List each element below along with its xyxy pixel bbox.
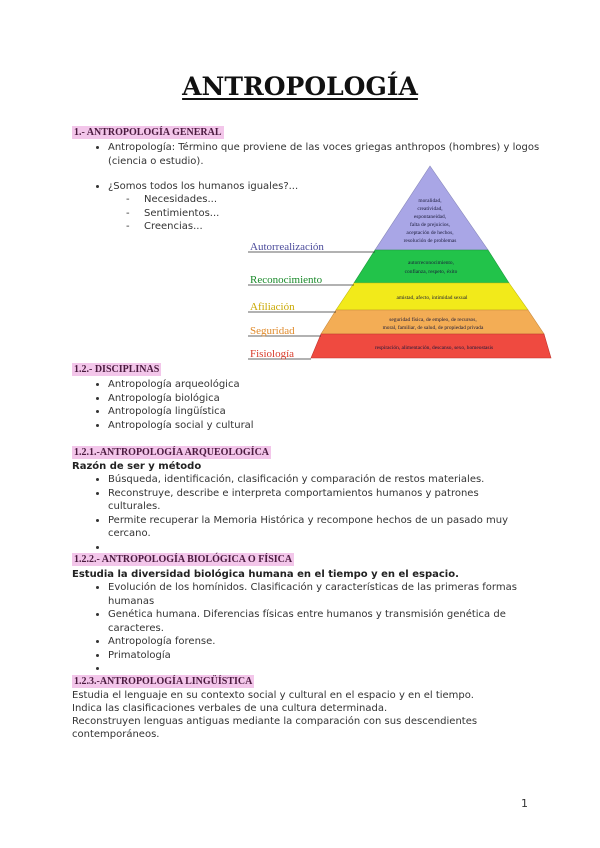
list-item bbox=[108, 662, 528, 676]
list-item: - Sentimientos... bbox=[126, 207, 219, 221]
subheading-razon: Razón de ser y método bbox=[72, 461, 202, 472]
list-item: • Antropología social y cultural bbox=[108, 419, 254, 433]
bullet-list-disciplinas bbox=[90, 378, 254, 432]
bullet-list-arqueologica bbox=[90, 473, 528, 554]
tier-text: moralidad, bbox=[418, 198, 442, 204]
list-item: • ¿Somos todos los humanos iguales?... bbox=[108, 180, 298, 194]
maslow-pyramid bbox=[248, 160, 552, 362]
list-item: • Antropología arqueológica bbox=[108, 378, 254, 392]
bullet-list-biologica bbox=[90, 581, 528, 676]
subheading-diversidad: Estudia la diversidad biológica humana en el tiempo y en el espacio. bbox=[72, 569, 459, 580]
list-item: • Genética humana. Diferencias físicas entre humanos y transmisión genética de caracteres. bbox=[108, 608, 528, 635]
list-item: - Necesidades... bbox=[126, 193, 219, 207]
tier-text: seguridad física, de empleo, de recursos, bbox=[389, 317, 477, 323]
list-item: • Primatología bbox=[108, 649, 528, 663]
list-item: • Permite recuperar la Memoria Histórica y recompone hechos de un pasado muy cercano. bbox=[108, 514, 528, 541]
paragraph: Estudia el lenguaje en su contexto social y cultural en el espacio y en el tiempo. bbox=[72, 690, 474, 701]
level-label-fisiologia: Fisiología bbox=[250, 348, 295, 360]
heading-linguistica: 1.2.3.-ANTROPOLOGÍA LINGÜÍSTICA bbox=[74, 676, 253, 687]
tier-text: creatividad, bbox=[417, 206, 443, 212]
tier-text: falta de prejuicios, bbox=[410, 222, 450, 228]
list-item: • Antropología: Término que proviene de las voces griegas anthropos (hombres) y logos (ciencia o estudio). bbox=[108, 141, 548, 168]
dash-list bbox=[126, 193, 219, 234]
list-item: - Creencias... bbox=[126, 220, 219, 234]
level-label-autorrealizacion: Autorrealización bbox=[250, 241, 324, 253]
level-label-afiliacion: Afiliación bbox=[250, 301, 295, 313]
heading-disciplinas: 1.2.- DISCIPLINAS bbox=[74, 364, 160, 375]
paragraph: contemporáneos. bbox=[72, 729, 160, 740]
pyramid-tier-reconocimiento bbox=[354, 250, 509, 283]
list-item: • Búsqueda, identificación, clasificación y comparación de restos materiales. bbox=[108, 473, 528, 487]
tier-text: autorreconocimiento, bbox=[408, 260, 454, 266]
paragraph: Indica las clasificaciones verbales de una cultura determinada. bbox=[72, 703, 388, 714]
page-number: 1 bbox=[521, 797, 528, 810]
tier-text: amistad, afecto, intimidad sexual bbox=[396, 295, 468, 301]
list-item: • Antropología forense. bbox=[108, 635, 528, 649]
heading-arqueologica: 1.2.1.-ANTROPOLOGÍA ARQUEOLOGÍCA bbox=[74, 447, 270, 458]
heading-antropologia-general: 1.- ANTROPOLOGÍA GENERAL bbox=[74, 127, 222, 138]
tier-text: confianza, respeto, éxito bbox=[404, 269, 458, 275]
level-label-seguridad: Seguridad bbox=[250, 325, 295, 337]
tier-text: aceptación de hechos, bbox=[406, 230, 454, 236]
heading-biologica: 1.2.2.- ANTROPOLOGÍA BIOLÓGICA O FÍSICA bbox=[74, 554, 293, 565]
tier-text: respiración, alimentación, descanso, sexo, homeostasis bbox=[374, 345, 494, 351]
tier-text: resolución de problemas bbox=[403, 238, 457, 244]
list-item: • Reconstruye, describe e interpreta comportamientos humanos y patrones culturales. bbox=[108, 487, 528, 514]
list-item bbox=[108, 541, 528, 555]
list-item: • Antropología biológica bbox=[108, 392, 254, 406]
list-item: • Evolución de los homínidos. Clasificación y características de las primeras formas humanas bbox=[108, 581, 528, 608]
level-label-reconocimiento: Reconocimiento bbox=[250, 274, 323, 286]
tier-text: espontaneidad, bbox=[413, 214, 447, 220]
tier-text: moral, familiar, de salud, de propiedad privada bbox=[382, 325, 484, 331]
paragraph: Reconstruyen lenguas antiguas mediante la comparación con sus descendientes bbox=[72, 716, 478, 727]
list-item: • Antropología lingüística bbox=[108, 405, 254, 419]
page-title: ANTROPOLOGÍA bbox=[182, 72, 418, 101]
